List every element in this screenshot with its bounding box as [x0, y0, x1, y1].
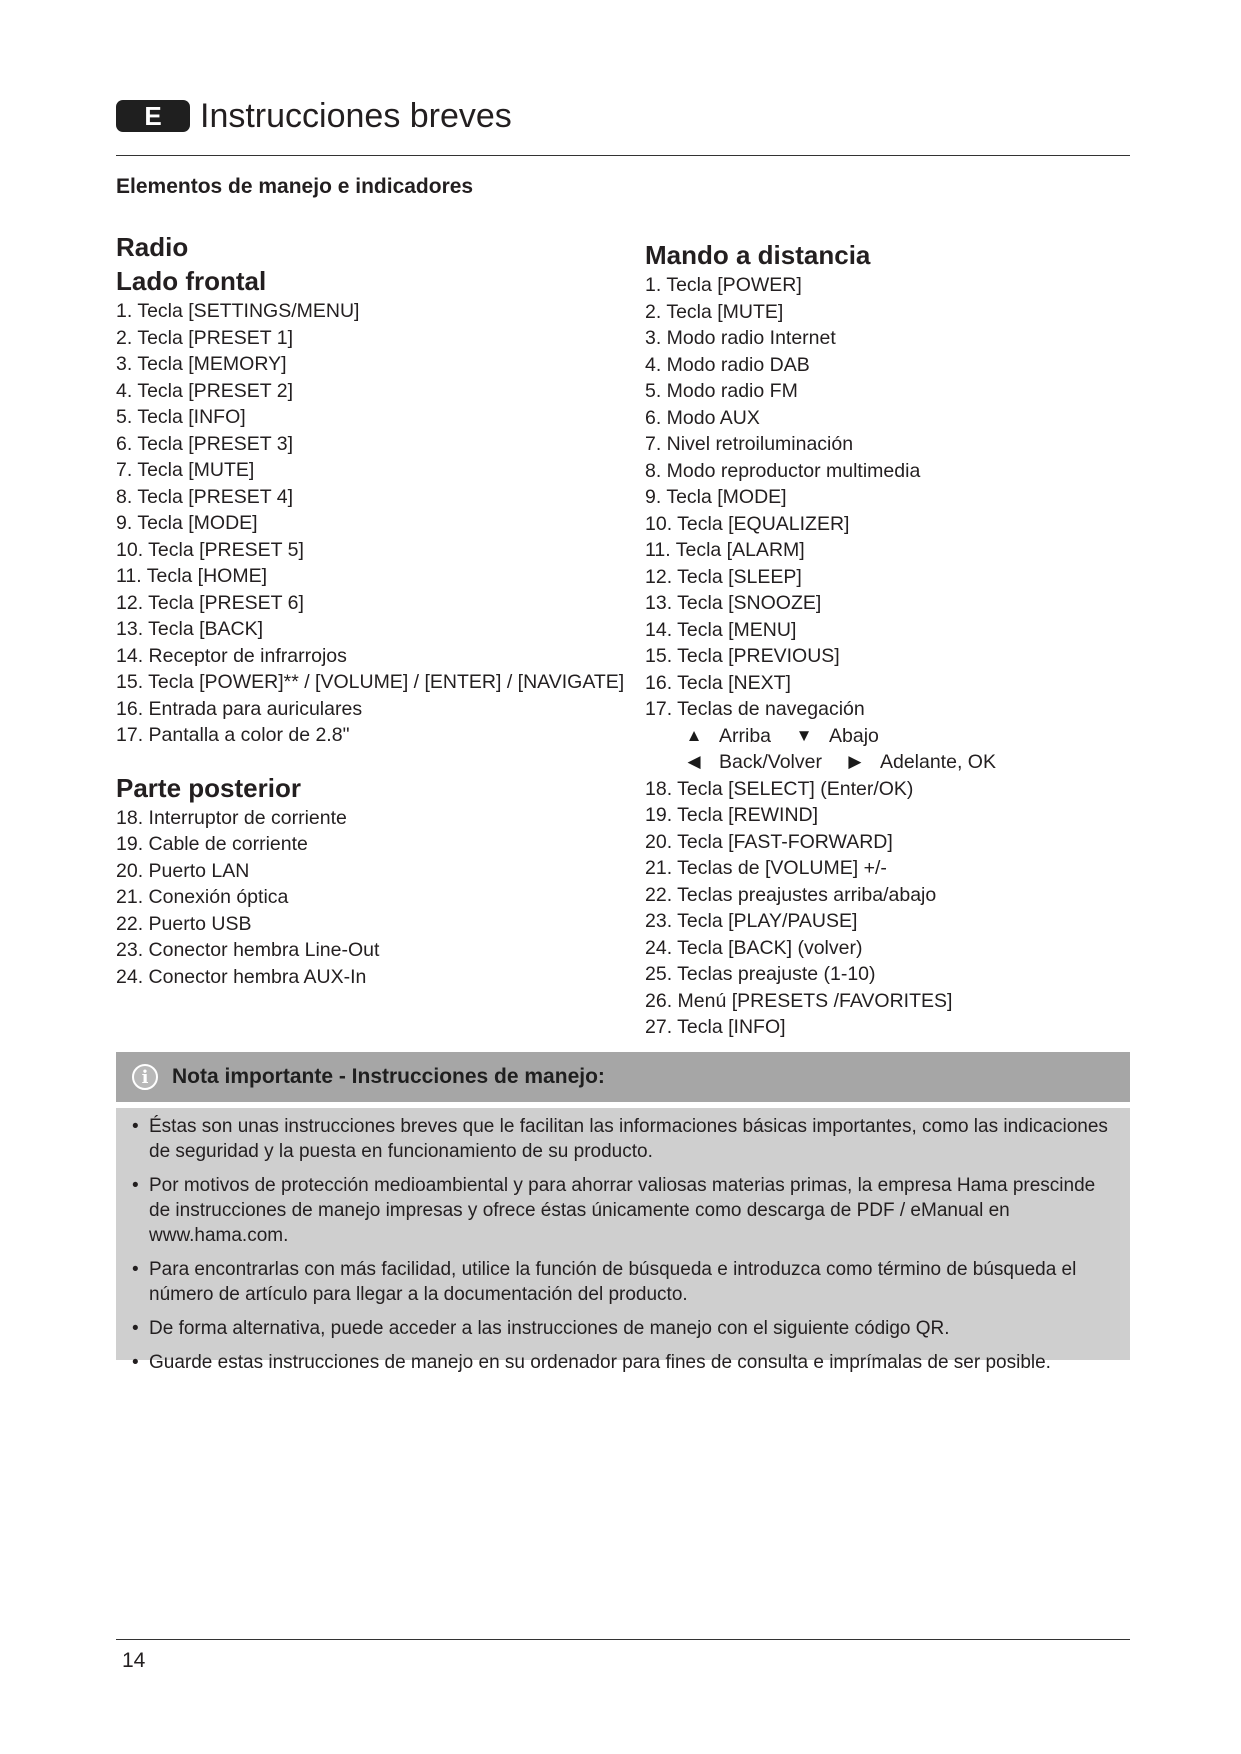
note-title: Nota importante - Instrucciones de manejo:	[172, 1065, 605, 1088]
list-item: 4. Modo radio DAB	[645, 353, 810, 376]
list-item: 4. Tecla [PRESET 2]	[116, 379, 294, 402]
arrow-up-icon: ▲	[685, 725, 703, 745]
arrow-left-icon: ◀	[687, 752, 701, 771]
front-side-heading: Lado frontal	[116, 266, 267, 296]
list-item: 8. Tecla [PRESET 4]	[116, 485, 294, 508]
list-item: 8. Modo reproductor multimedia	[645, 459, 921, 482]
nav-up-down-line	[645, 723, 1125, 750]
list-item: 19. Tecla [REWIND]	[645, 804, 819, 826]
list-item: 15. Tecla [PREVIOUS]	[645, 645, 840, 667]
remote-heading: Mando a distancia	[645, 240, 871, 270]
list-item: 5. Modo radio FM	[645, 380, 798, 402]
list-item: 17. Teclas de navegación	[645, 698, 865, 720]
list-item: 3. Modo radio Internet	[645, 327, 836, 349]
nav-back-label: Back/Volver	[719, 751, 822, 773]
list-item: 14. Receptor de infrarrojos	[116, 644, 347, 667]
section-title: Elementos de manejo e indicadores	[116, 175, 474, 198]
list-item: 24. Conector hembra AUX-In	[116, 965, 367, 988]
page-number: 14	[122, 1649, 146, 1672]
list-item: 2. Tecla [MUTE]	[645, 300, 784, 323]
list-item: 6. Tecla [PRESET 3]	[116, 432, 294, 455]
list-item: 27. Tecla [INFO]	[645, 1016, 786, 1038]
note-bullet: • Para encontrarlas con más facilidad, utilice la función de búsqueda e introduzca como término de búsqueda el número de artículo para llegar a la documentación del producto.	[132, 1257, 1114, 1307]
list-item: 13. Tecla [SNOOZE]	[645, 592, 822, 614]
radio-heading: Radio	[116, 232, 189, 262]
list-item: 9. Tecla [MODE]	[116, 512, 258, 534]
note-body	[116, 1108, 1130, 1373]
list-item: 13. Tecla [BACK]	[116, 618, 264, 640]
list-item: 16. Entrada para auriculares	[116, 697, 363, 720]
header-divider	[116, 155, 1130, 156]
list-item: 3. Tecla [MEMORY]	[116, 353, 287, 375]
note-header	[116, 1052, 1130, 1102]
note-list	[116, 1108, 1130, 1375]
footer-divider	[116, 1639, 1130, 1640]
note-bullet: • Por motivos de protección medioambiental y para ahorrar valiosas materias primas, la empresa Hama prescinde de instrucciones de manejo impresas y ofrece éstas únicamente como descarga de PDF / eManual en www.hama.com.	[132, 1173, 1114, 1248]
document-title: Instrucciones breves	[200, 97, 512, 135]
back-side-heading: Parte posterior	[116, 772, 301, 803]
list-item: 12. Tecla [SLEEP]	[645, 565, 802, 588]
nav-left-right-line	[645, 749, 1125, 776]
list-item: 7. Nivel retroiluminación	[645, 433, 854, 455]
list-item: 21. Conexión óptica	[116, 886, 289, 908]
back-side-list	[116, 805, 636, 991]
list-item: 11. Tecla [HOME]	[116, 565, 268, 587]
list-item: 21. Teclas de [VOLUME] +/-	[645, 857, 887, 879]
list-item: 5. Tecla [INFO]	[116, 406, 246, 428]
list-item: 9. Tecla [MODE]	[645, 486, 787, 508]
list-item: 20. Puerto LAN	[116, 859, 250, 882]
list-item: 15. Tecla [POWER]** / [VOLUME] / [ENTER] / [NAVIGATE]	[116, 671, 625, 693]
remote-column	[645, 238, 1125, 1041]
list-item: 18. Interruptor de corriente	[116, 806, 347, 829]
list-item: 11. Tecla [ALARM]	[645, 539, 805, 561]
list-item: 23. Conector hembra Line-Out	[116, 939, 380, 961]
list-item: 1. Tecla [POWER]	[645, 274, 802, 296]
arrow-down-icon: ▼	[795, 725, 813, 745]
list-item: 26. Menú [PRESETS /FAVORITES]	[645, 989, 953, 1012]
note-bullet: • Éstas son unas instrucciones breves que le facilitan las informaciones básicas importantes, como las indicaciones de seguridad y la puesta en funcionamiento de su producto.	[132, 1114, 1114, 1164]
list-item: 22. Teclas preajustes arriba/abajo	[645, 883, 937, 906]
nav-forward-label: Adelante, OK	[879, 751, 996, 773]
list-item: 25. Teclas preajuste (1-10)	[645, 963, 876, 985]
note-bullet: • De forma alternativa, puede acceder a las instrucciones de manejo con el siguiente código QR.	[132, 1316, 1114, 1341]
nav-up-label: Arriba	[719, 724, 772, 747]
list-item: 23. Tecla [PLAY/PAUSE]	[645, 910, 858, 932]
language-badge: E	[116, 100, 190, 132]
list-item: 18. Tecla [SELECT] (Enter/OK)	[645, 777, 914, 800]
info-icon: i	[132, 1064, 158, 1090]
nav-down-label: Abajo	[829, 724, 879, 747]
list-item: 1. Tecla [SETTINGS/MENU]	[116, 300, 360, 322]
list-item: 24. Tecla [BACK] (volver)	[645, 936, 863, 959]
list-item: 16. Tecla [NEXT]	[645, 671, 791, 694]
list-item: 7. Tecla [MUTE]	[116, 459, 255, 481]
list-item: 10. Tecla [PRESET 5]	[116, 538, 304, 561]
radio-column	[116, 230, 636, 990]
list-item: 20. Tecla [FAST-FORWARD]	[645, 830, 893, 853]
list-item: 22. Puerto USB	[116, 912, 252, 935]
list-item: 2. Tecla [PRESET 1]	[116, 326, 294, 349]
list-item: 17. Pantalla a color de 2.8"	[116, 724, 350, 746]
list-item: 6. Modo AUX	[645, 406, 760, 429]
list-item: 14. Tecla [MENU]	[645, 618, 797, 641]
list-item: 12. Tecla [PRESET 6]	[116, 591, 304, 614]
list-item: 10. Tecla [EQUALIZER]	[645, 512, 850, 535]
list-item: 19. Cable de corriente	[116, 833, 308, 855]
note-bullet: • Guarde estas instrucciones de manejo en su ordenador para fines de consulta e imprímalas de ser posible.	[132, 1350, 1114, 1375]
remote-list	[645, 272, 1125, 1041]
spacer	[116, 749, 636, 771]
arrow-right-icon: ▶	[848, 752, 862, 771]
front-side-list	[116, 298, 636, 749]
